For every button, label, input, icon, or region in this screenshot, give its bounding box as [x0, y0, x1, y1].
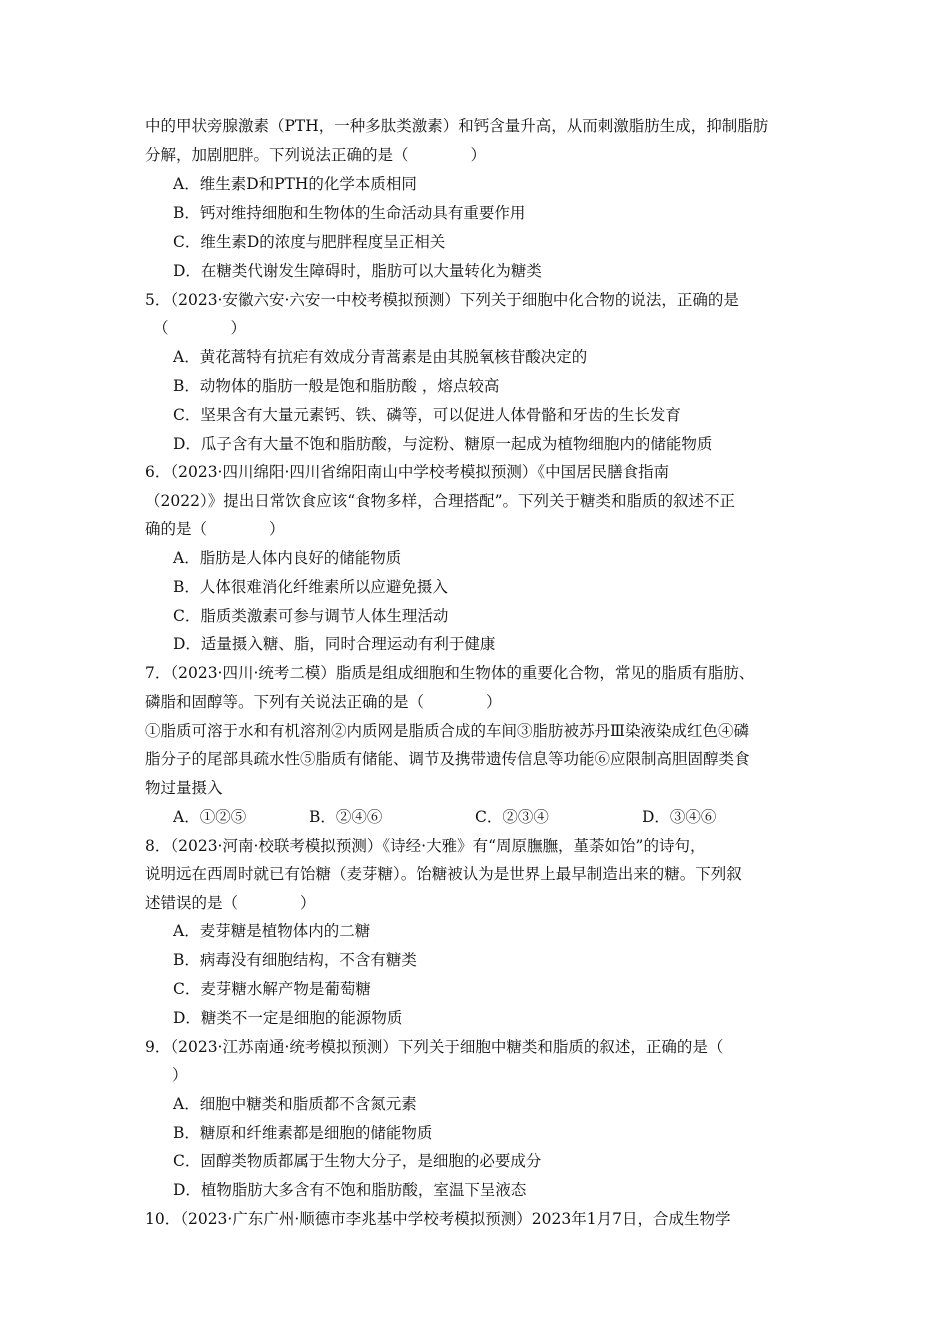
question-7-stem: 7．（2023·四川·统考二模）脂质是组成细胞和生物体的重要化合物，常见的脂质有脂肪、	[145, 664, 755, 682]
option-b: B．②④⑥	[309, 808, 383, 826]
option-b: B．动物体的脂肪一般是饱和脂肪酸 ，熔点较高	[173, 377, 500, 395]
question-8-stem: 说明远在西周时就已有饴糖（麦芽糖）。饴糖被认为是世界上最早制造出来的糖。下列叙	[145, 865, 742, 883]
question-6-stem: 6．（2023·四川绵阳·四川省绵阳南山中学校考模拟预测）《中国居民膳食指南	[145, 463, 670, 481]
option-c: C．固醇类物质都属于生物大分子，是细胞的必要成分	[173, 1152, 542, 1170]
option-d: D．③④⑥	[642, 808, 717, 826]
question-9-stem: 9．（2023·江苏南通·统考模拟预测）下列关于细胞中糖类和脂质的叙述，正确的是（	[145, 1038, 724, 1056]
option-a: A．①②⑤	[173, 808, 247, 826]
question-6-stem: 确的是（ ）	[145, 520, 285, 538]
option-b: B．病毒没有细胞结构，不含有糖类	[173, 951, 417, 969]
option-c: C．脂质类激素可参与调节人体生理活动	[173, 607, 449, 625]
question-8-stem: 8．（2023·河南·校联考模拟预测）《诗经·大雅》有“周原膴膴，堇荼如饴”的诗句，	[145, 837, 706, 855]
option-a: A．黄花蒿特有抗疟有效成分青蒿素是由其脱氧核苷酸决定的	[173, 348, 588, 366]
question-7-statements: ①脂质可溶于水和有机溶剂②内质网是脂质合成的车间③脂肪被苏丹Ⅲ染液染成红色④磷	[145, 722, 749, 740]
question-7-stem: 磷脂和固醇等。下列有关说法正确的是（ ）	[145, 693, 502, 711]
question-5-blank: （ ）	[153, 319, 247, 337]
question-7-statements: 物过量摄入	[145, 779, 223, 797]
option-a: A．麦芽糖是植物体内的二糖	[173, 922, 371, 940]
option-d: D．糖类不一定是细胞的能源物质	[173, 1009, 403, 1027]
question-5-stem: 5．（2023·安徽六安·六安一中校考模拟预测）下列关于细胞中化合物的说法，正确的是	[145, 291, 739, 309]
question-8-stem: 述错误的是（ ）	[145, 894, 316, 912]
option-b: B．人体很难消化纤维素所以应避免摄入	[173, 578, 448, 596]
option-d: D．在糖类代谢发生障碍时，脂肪可以大量转化为糖类	[173, 262, 542, 280]
question-9-blank: ）	[172, 1066, 188, 1084]
option-c: C．坚果含有大量元素钙、铁、磷等，可以促进人体骨骼和牙齿的生长发育	[173, 406, 681, 424]
option-b: B．钙对维持细胞和生物体的生命活动具有重要作用	[173, 204, 526, 222]
option-d: D．植物脂肪大多含有不饱和脂肪酸，室温下呈液态	[173, 1181, 527, 1199]
option-c: C．麦芽糖水解产物是葡萄糖	[173, 980, 371, 998]
option-b: B．糖原和纤维素都是细胞的储能物质	[173, 1124, 433, 1142]
question-text: 分解，加剧肥胖。下列说法正确的是（ ）	[145, 146, 487, 164]
question-7-statements: 脂分子的尾部具疏水性⑤脂质有储能、调节及携带遗传信息等功能⑥应限制高胆固醇类食	[145, 750, 750, 768]
option-d: D．适量摄入糖、脂，同时合理运动有利于健康	[173, 635, 496, 653]
option-a: A．脂肪是人体内良好的储能物质	[173, 549, 402, 567]
option-c: C．②③④	[475, 808, 549, 826]
option-d: D．瓜子含有大量不饱和脂肪酸，与淀粉、糖原一起成为植物细胞内的储能物质	[173, 435, 713, 453]
question-10-stem: 10．（2023·广东广州·顺德市李兆基中学校考模拟预测）2023年1月7日，合成生物学	[145, 1210, 731, 1228]
question-6-stem: （2022）》提出日常饮食应该“食物多样，合理搭配”。下列关于糖类和脂质的叙述不正	[145, 492, 736, 510]
question-text: 中的甲状旁腺激素（PTH，一种多肽类激素）和钙含量升高，从而刺激脂肪生成，抑制脂肪	[145, 117, 769, 135]
option-c: C．维生素D的浓度与肥胖程度呈正相关	[173, 233, 446, 251]
option-a: A．细胞中糖类和脂质都不含氮元素	[173, 1095, 417, 1113]
option-a: A．维生素D和PTH的化学本质相同	[173, 175, 417, 193]
